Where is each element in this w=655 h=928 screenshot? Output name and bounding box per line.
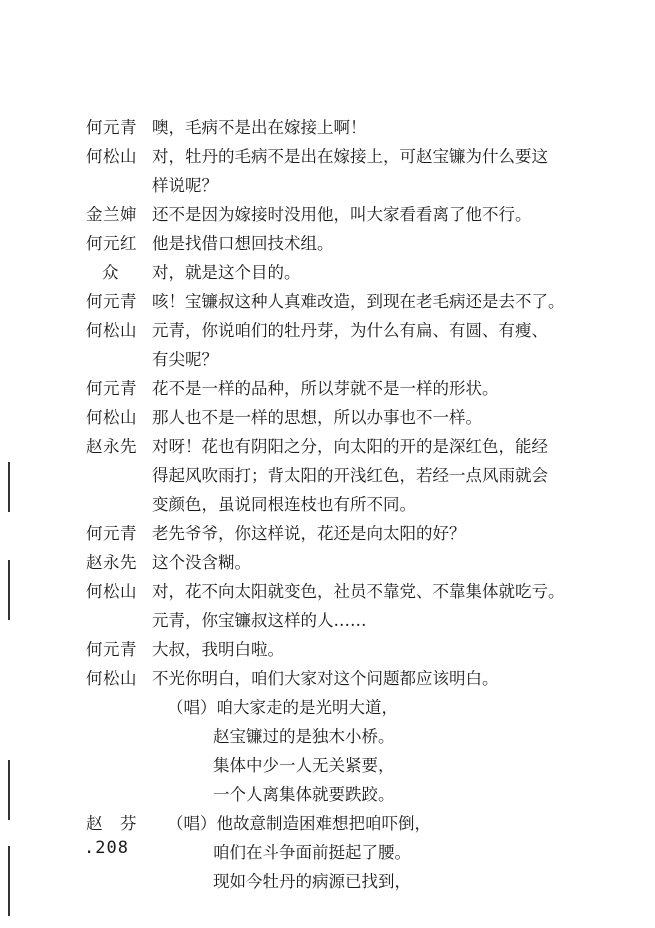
speaker: 众	[102, 263, 119, 282]
dialogue-line	[0, 113, 655, 142]
song-line	[0, 780, 655, 809]
line-text: （唱）他故意制造困难想把咱吓倒，	[167, 814, 431, 833]
speaker: 何松山	[86, 669, 137, 688]
dialogue-line	[0, 577, 655, 606]
speaker: 赵永先	[86, 437, 137, 456]
dialogue-line	[0, 635, 655, 664]
script-lines	[0, 113, 655, 896]
dialogue-line	[0, 142, 655, 171]
song-line	[0, 722, 655, 751]
dialogue-line	[0, 258, 655, 287]
line-text: 那人也不是一样的思想，所以办事也不一样。	[152, 408, 482, 427]
speaker: 何元青	[86, 118, 137, 137]
dialogue-line	[0, 432, 655, 461]
dialogue-line	[0, 403, 655, 432]
dialogue-line	[0, 519, 655, 548]
line-text: 他是找借口想回技术组。	[152, 234, 334, 253]
line-text: 现如今牡丹的病源已找到，	[213, 872, 411, 891]
line-text: 有尖呢？	[152, 350, 218, 369]
scan-margin-mark	[8, 560, 10, 620]
line-text: 样说呢？	[152, 176, 218, 195]
speaker: 何元青	[86, 292, 137, 311]
dialogue-line	[0, 664, 655, 693]
line-text: 不光你明白，咱们大家对这个问题都应该明白。	[152, 669, 499, 688]
line-text: 咳！宝镰叔这种人真难改造，到现在老毛病还是去不了。	[152, 292, 565, 311]
song-line	[0, 867, 655, 896]
line-text: 一个人离集体就要跌跤。	[213, 785, 395, 804]
speaker: 何元青	[86, 640, 137, 659]
scan-margin-mark	[8, 462, 10, 512]
speaker: 何松山	[86, 321, 137, 340]
line-text: 老先爷爷，你这样说，花还是向太阳的好？	[152, 524, 466, 543]
dialogue-line	[0, 229, 655, 258]
speaker: 金兰婶	[86, 205, 137, 224]
line-text: 这个没含糊。	[152, 553, 251, 572]
song-line	[0, 751, 655, 780]
line-text: 赵宝镰过的是独木小桥。	[213, 727, 395, 746]
song-line	[0, 809, 655, 838]
line-text: 咱们在斗争面前挺起了腰。	[213, 843, 411, 862]
dialogue-line	[0, 548, 655, 577]
speaker: 何松山	[86, 582, 137, 601]
speaker: 何元红	[86, 234, 137, 253]
speaker: 何元青	[86, 379, 137, 398]
line-text: 对，就是这个目的。	[152, 263, 301, 282]
line-text: 集体中少一人无关紧要，	[213, 756, 395, 775]
line-text: 元青，你说咱们的牡丹芽，为什么有扁、有圆、有瘦、	[152, 321, 548, 340]
line-text: 元青，你宝镰叔这样的人……	[152, 611, 367, 630]
speaker: 何松山	[86, 408, 137, 427]
line-text: 对，牡丹的毛病不是出在嫁接上，可赵宝镰为什么要这	[152, 147, 548, 166]
line-text: 还不是因为嫁接时没用他，叫大家看看离了他不行。	[152, 205, 532, 224]
dialogue-line	[0, 287, 655, 316]
line-text: 得起风吹雨打；背太阳的开浅红色，若经一点风雨就会	[152, 466, 548, 485]
scan-margin-mark	[8, 846, 10, 916]
dialogue-line	[0, 171, 655, 200]
scan-margin-mark	[8, 760, 10, 820]
dialogue-line	[0, 606, 655, 635]
speaker: 何元青	[86, 524, 137, 543]
dialogue-line	[0, 345, 655, 374]
dialogue-line	[0, 490, 655, 519]
dialogue-line	[0, 374, 655, 403]
speaker: 赵 芬	[86, 814, 137, 833]
dialogue-line	[0, 461, 655, 490]
speaker: 赵永先	[86, 553, 137, 572]
song-line	[0, 693, 655, 722]
speaker: 何松山	[86, 147, 137, 166]
line-text: 变颜色，虽说同根连枝也有所不同。	[152, 495, 416, 514]
line-text: 噢，毛病不是出在嫁接上啊！	[152, 118, 367, 137]
dialogue-line	[0, 200, 655, 229]
line-text: 对呀！花也有阴阳之分，向太阳的开的是深红色，能经	[152, 437, 548, 456]
line-text: 大叔，我明白啦。	[152, 640, 284, 659]
dialogue-line	[0, 316, 655, 345]
line-text: 花不是一样的品种，所以芽就不是一样的形状。	[152, 379, 499, 398]
line-text: （唱）咱大家走的是光明大道，	[167, 698, 398, 717]
line-text: 对，花不向太阳就变色，社员不靠党、不靠集体就吃亏。	[152, 582, 565, 601]
page-number: .208	[84, 838, 129, 858]
